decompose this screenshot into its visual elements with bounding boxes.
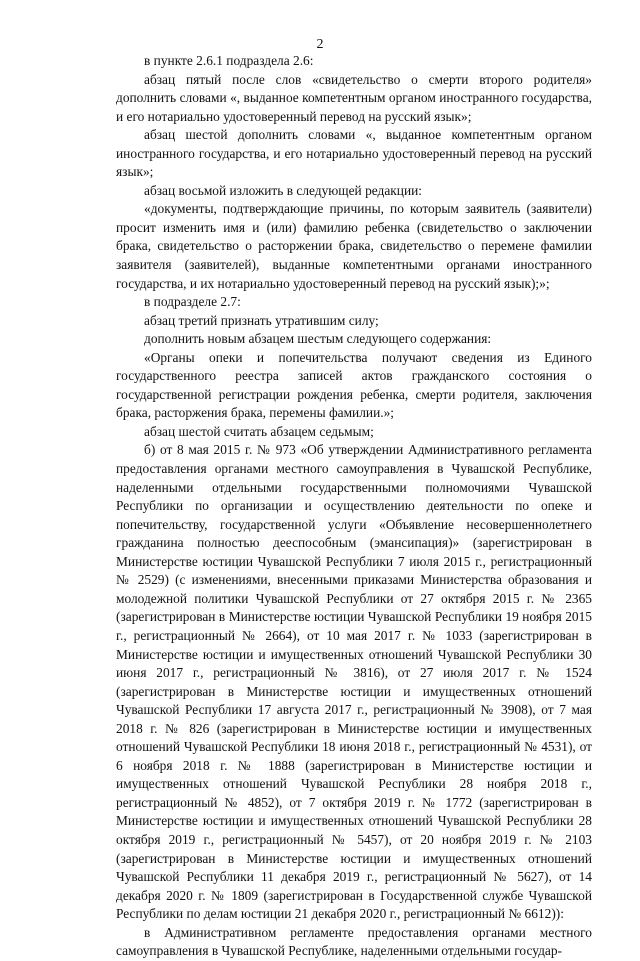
paragraph-3: абзац шестой дополнить словами «, выданное компетентным органом иностранного государства, и его нотариально удостоверенный перевод на русский язык»; [116,127,592,180]
paragraph-11: б) от 8 мая 2015 г. № 973 «Об утверждении Административного регламента предоставления органами местного самоуправления в Чувашской Республике, наделенными отдельными государственными полномочиями Чувашской Республики по организации и осуществлению деятельности по опеке и попечительству, государственной услуги «Объявление несовершеннолетнего гражданина полностью дееспособным (эмансипация)» (зарегистрирован в Министерстве юстиции Чувашской Республики 7 июля 2015 г., регистрационный № 2529) (с изменениями, внесенными приказами Министерства образования и молодежной политики Чувашской Республики от 27 октября 2015 г. № 2365 (зарегистрирован в Министерстве юстиции Чувашской Республики 19 ноября 2015 г., регистрационный № 2664), от 10 мая 2017 г. № 1033 (зарегистрирован в Министерстве юстиции и имущественных отношений Чувашской Республики 30 июня 2017 г., регистрационный № 3816), от 27 июля 2017 г. № 1524 (зарегистрирован в Министерстве юстиции и имущественных отношений Чувашской Республики 17 августа 2017 г., регистрационный № 3908), от 7 мая 2018 г. № 826 (зарегистрирован в Министерстве юстиции и имущественных отношений Чувашской Республики 18 июня 2018 г., регистрационный № 4531), от 6 ноября 2018 г. № 1888 (зарегистрирован в Министерстве юстиции и имущественных отношений Чувашской Республики 28 ноября 2018 г., регистрационный № 4852), от 7 октября 2019 г. № 1772 (зарегистрирован в Министерстве юстиции и имущественных отношений Чувашской Республики 28 октября 2019 г., регистрационный № 5457), от 20 ноября 2019 г. № 2103 (зарегистрирован в Министерстве юстиции и имущественных отношений Чувашской Республики 11 декабря 2019 г., регистрационный № 5627), от 14 декабря 2020 г. № 1809 (зарегистрирован в Государственной службе Чувашской Республики по делам юстиции 21 декабря 2020 г., регистрационный № 6612)): [116,442,592,922]
paragraph-4: абзац восьмой изложить в следующей редакции: [144,182,423,198]
paragraph-9: «Органы опеки и попечительства получают сведения из Единого государственного реестра записей актов гражданского состояния о государственной регистрации рождения ребенка, смерти родителя, заключения брака, расторжения брака, перемены фамилии.»; [116,349,592,421]
paragraph-5: «документы, подтверждающие причины, по которым заявитель (заявители) просит изменить имя и (или) фамилию ребенка (свидетельство о заключении брака, свидетельство о расторжении брака, свидетельство о перемене фамилии заявителя (заявителей), выданные компетентными органами иностранного государства, и их нотариально удостоверенный перевод на русский язык);»; [116,201,592,291]
paragraph-2: абзац пятый после слов «свидетельство о смерти второго родителя» дополнить словами «, выданное компетентным органом иностранного государства, и его нотариально удостоверенный перевод на русский язык»; [116,71,592,124]
document-body [116,52,592,961]
paragraph-6: в подразделе 2.7: [144,294,241,310]
paragraph-10: абзац шестой считать абзацем седьмым; [144,423,374,439]
paragraph-1: в пункте 2.6.1 подраздела 2.6: [144,53,314,68]
paragraph-8: дополнить новым абзацем шестым следующего содержания: [144,331,492,347]
page-number: 2 [316,37,324,52]
paragraph-7: абзац третий признать утратившим силу; [144,312,379,328]
paragraph-12: в Административном регламенте предоставления органами местного самоуправления в Чувашской Республике, наделенными отдельными государ- [116,924,592,959]
